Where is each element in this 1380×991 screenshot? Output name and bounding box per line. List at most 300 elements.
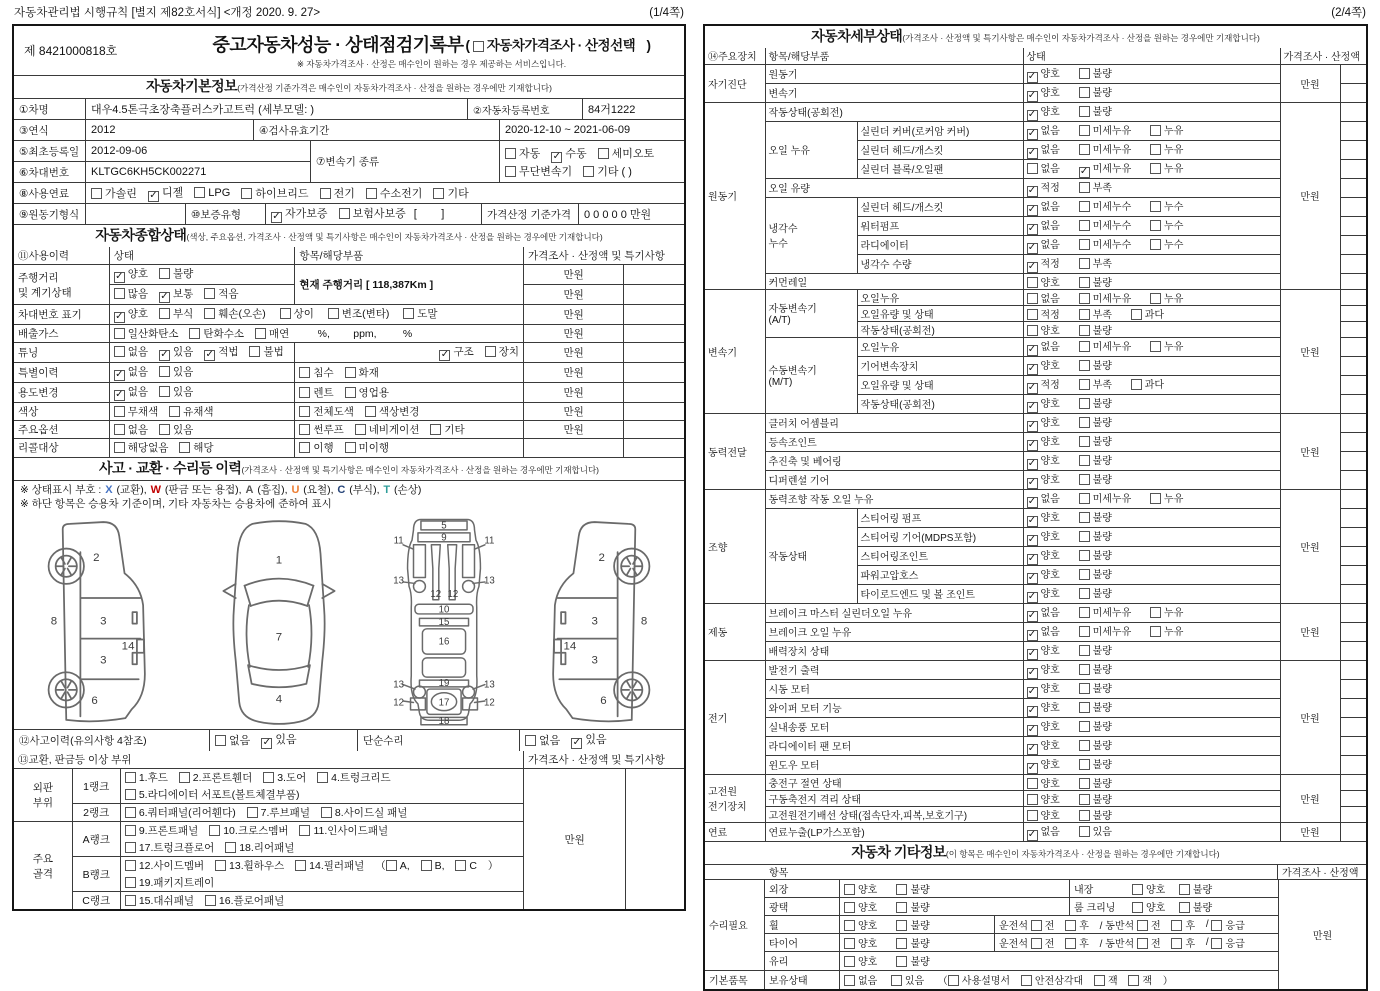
checkbox-option[interactable] (433, 185, 468, 201)
checkbox[interactable] (1079, 778, 1090, 789)
checkbox-option[interactable] (1079, 198, 1132, 213)
checkbox[interactable] (1150, 239, 1161, 250)
checkbox[interactable] (1079, 360, 1090, 371)
checkbox[interactable] (345, 387, 356, 398)
checkbox[interactable] (215, 860, 226, 871)
checkbox[interactable] (1079, 550, 1090, 561)
checkbox[interactable] (1079, 436, 1090, 447)
checkbox[interactable] (1079, 398, 1090, 409)
checkbox[interactable] (1079, 239, 1090, 250)
checkbox[interactable] (125, 807, 136, 818)
checkbox-option[interactable] (844, 881, 877, 896)
checkbox-option[interactable] (159, 306, 193, 321)
checkbox[interactable] (1079, 683, 1090, 694)
checkbox[interactable] (896, 884, 907, 895)
checkbox[interactable] (249, 346, 260, 357)
checkbox[interactable] (1079, 87, 1090, 98)
checkbox-option[interactable] (249, 344, 283, 359)
checkbox-option[interactable] (1027, 160, 1060, 175)
checkbox[interactable] (1079, 144, 1090, 155)
checkbox[interactable] (505, 148, 516, 159)
checkbox-option[interactable] (299, 823, 388, 838)
checkbox-option[interactable] (1150, 122, 1183, 137)
checkbox[interactable] (1065, 938, 1076, 949)
note-cell[interactable] (624, 363, 684, 383)
checkbox-option[interactable] (1027, 737, 1060, 755)
note-cell[interactable] (1340, 273, 1366, 289)
checkbox-option[interactable] (1065, 917, 1089, 932)
checkbox-option[interactable] (948, 972, 1010, 987)
note-cell[interactable] (1340, 565, 1366, 584)
checkbox-option[interactable] (1132, 881, 1165, 896)
checkbox-option[interactable] (1027, 122, 1060, 140)
checkbox[interactable] (1150, 201, 1161, 212)
checkbox[interactable] (1171, 920, 1182, 931)
checkbox[interactable] (1079, 125, 1090, 136)
checkbox-option[interactable] (1179, 881, 1212, 896)
checkbox[interactable]: ✓ (1027, 828, 1037, 840)
checkbox-option[interactable] (505, 163, 572, 179)
checkbox[interactable] (1079, 493, 1090, 504)
checkbox[interactable] (125, 877, 136, 888)
checkbox-option[interactable] (844, 917, 877, 932)
note-cell[interactable] (1340, 660, 1366, 679)
note-cell[interactable] (1340, 603, 1366, 622)
note-cell[interactable] (624, 265, 684, 285)
checkbox-option[interactable] (114, 404, 158, 419)
checkbox-option[interactable] (1027, 775, 1060, 790)
checkbox-option[interactable] (598, 145, 655, 161)
checkbox-option[interactable] (225, 840, 294, 855)
checkbox[interactable]: ✓ (262, 737, 272, 748)
checkbox[interactable] (179, 772, 190, 783)
checkbox[interactable] (204, 288, 215, 299)
checkbox[interactable] (355, 424, 366, 435)
note-cell[interactable] (1340, 736, 1366, 755)
note-cell[interactable] (1340, 289, 1366, 305)
checkbox[interactable] (204, 308, 215, 319)
checkbox[interactable] (1131, 379, 1142, 390)
checkbox[interactable] (366, 188, 377, 199)
checkbox[interactable] (125, 842, 136, 853)
checkbox-option[interactable] (328, 306, 390, 321)
checkbox[interactable] (1027, 293, 1038, 304)
checkbox-option[interactable] (1079, 756, 1112, 771)
checkbox[interactable] (159, 386, 170, 397)
checkbox-option[interactable] (263, 770, 306, 785)
checkbox-option[interactable] (125, 840, 214, 855)
checkbox-option[interactable] (1079, 141, 1132, 156)
checkbox-option[interactable] (355, 422, 420, 437)
checkbox-option[interactable] (1079, 433, 1112, 448)
checkbox-option[interactable] (1027, 528, 1060, 546)
checkbox-option[interactable] (1027, 290, 1060, 305)
checkbox[interactable]: ✓ (272, 211, 281, 222)
checkbox[interactable] (299, 387, 310, 398)
checkbox[interactable] (205, 895, 216, 906)
checkbox-option[interactable] (844, 972, 877, 987)
checkbox[interactable]: ✓ (1027, 127, 1037, 139)
checkbox-option[interactable] (896, 935, 929, 950)
checkbox-option[interactable] (125, 770, 168, 785)
checkbox[interactable]: ✓ (1027, 184, 1037, 196)
checkbox-option[interactable] (205, 893, 284, 908)
checkbox-option[interactable] (1171, 917, 1195, 932)
checkbox[interactable] (1079, 258, 1090, 269)
checkbox-option[interactable] (1027, 680, 1060, 698)
checkbox-option[interactable] (1079, 236, 1132, 251)
checkbox-option[interactable] (317, 770, 390, 785)
note-cell[interactable] (1340, 83, 1366, 102)
checkbox[interactable]: ✓ (1027, 552, 1037, 564)
checkbox-option[interactable] (1150, 490, 1183, 505)
checkbox-option[interactable] (844, 935, 877, 950)
note-cell[interactable] (1340, 121, 1366, 140)
checkbox[interactable] (1211, 938, 1222, 949)
checkbox-option[interactable] (421, 860, 445, 872)
checkbox[interactable] (1079, 810, 1090, 821)
checkbox-option[interactable] (299, 422, 343, 437)
checkbox[interactable]: ✓ (1027, 438, 1037, 450)
checkbox-option[interactable] (1150, 290, 1183, 305)
checkbox[interactable] (1079, 293, 1090, 304)
note-cell[interactable] (1340, 622, 1366, 641)
checkbox[interactable] (1079, 626, 1090, 637)
checkbox[interactable] (179, 442, 190, 453)
note-cell[interactable] (1340, 413, 1366, 432)
checkbox[interactable] (844, 902, 855, 913)
checkbox[interactable] (1027, 810, 1038, 821)
note-cell[interactable] (626, 769, 684, 910)
note-cell[interactable] (624, 325, 684, 343)
checkbox-option[interactable] (299, 440, 333, 455)
checkbox[interactable]: ✓ (1027, 457, 1037, 469)
checkbox[interactable] (263, 772, 274, 783)
checkbox[interactable]: ✓ (1027, 146, 1037, 158)
checkbox[interactable] (114, 328, 125, 339)
note-cell[interactable] (1340, 546, 1366, 565)
checkbox-option[interactable] (179, 770, 252, 785)
note-cell[interactable] (1340, 806, 1366, 822)
checkbox[interactable] (896, 920, 907, 931)
checkbox-option[interactable] (247, 805, 310, 820)
checkbox-option[interactable] (1031, 917, 1055, 932)
checkbox[interactable] (1131, 309, 1142, 320)
checkbox-option[interactable] (321, 805, 408, 820)
checkbox[interactable] (844, 938, 855, 949)
checkbox[interactable] (321, 807, 332, 818)
checkbox[interactable] (948, 975, 959, 986)
checkbox[interactable]: ✓ (1079, 165, 1089, 177)
checkbox[interactable] (1027, 325, 1038, 336)
checkbox-option[interactable] (159, 384, 193, 399)
checkbox[interactable] (1079, 474, 1090, 485)
note-cell[interactable] (1340, 470, 1366, 489)
note-cell[interactable] (1340, 321, 1366, 337)
checkbox[interactable]: ✓ (1027, 260, 1037, 272)
note-cell[interactable] (624, 403, 684, 421)
checkbox[interactable]: ✓ (1027, 241, 1037, 253)
note-cell[interactable] (1340, 451, 1366, 470)
checkbox-option[interactable] (189, 326, 244, 341)
checkbox-option[interactable] (159, 344, 193, 361)
checkbox[interactable] (114, 424, 125, 435)
checkbox[interactable] (1079, 68, 1090, 79)
note-cell[interactable] (1340, 64, 1366, 83)
checkbox[interactable]: ✓ (1027, 685, 1037, 697)
checkbox[interactable]: ✓ (552, 150, 562, 162)
checkbox-option[interactable] (473, 34, 635, 54)
checkbox[interactable]: ✓ (115, 369, 124, 380)
checkbox-option[interactable] (430, 422, 464, 437)
checkbox-option[interactable] (583, 163, 632, 179)
checkbox[interactable] (1150, 341, 1161, 352)
checkbox[interactable] (280, 308, 291, 319)
note-cell[interactable] (1340, 822, 1366, 841)
note-cell[interactable] (1340, 755, 1366, 774)
checkbox-option[interactable] (1150, 604, 1183, 619)
checkbox[interactable] (1079, 588, 1090, 599)
checkbox-option[interactable] (891, 972, 924, 987)
checkbox-option[interactable] (1027, 547, 1060, 565)
checkbox[interactable]: ✓ (1027, 628, 1037, 640)
checkbox-option[interactable] (339, 205, 406, 221)
checkbox[interactable]: ✓ (115, 311, 124, 322)
checkbox-option[interactable] (125, 823, 198, 838)
checkbox-option[interactable] (844, 899, 877, 914)
checkbox[interactable] (1079, 455, 1090, 466)
checkbox[interactable]: ✓ (1027, 419, 1037, 431)
checkbox-option[interactable] (1079, 623, 1132, 638)
checkbox-option[interactable] (1137, 917, 1161, 932)
checkbox-option[interactable] (1079, 338, 1132, 353)
checkbox[interactable]: ✓ (440, 349, 450, 360)
checkbox[interactable] (1027, 277, 1038, 288)
checkbox-option[interactable] (1079, 807, 1112, 822)
note-cell[interactable] (1340, 641, 1366, 660)
checkbox[interactable]: ✓ (1027, 571, 1037, 583)
checkbox-option[interactable] (1027, 198, 1060, 216)
note-cell[interactable] (1340, 337, 1366, 356)
checkbox[interactable] (1031, 920, 1042, 931)
note-cell[interactable] (1340, 216, 1366, 235)
checkbox-option[interactable] (114, 286, 148, 301)
checkbox-option[interactable] (525, 732, 560, 748)
checkbox[interactable]: ✓ (1027, 647, 1037, 659)
checkbox-option[interactable] (1211, 935, 1244, 950)
checkbox[interactable] (1079, 740, 1090, 751)
note-cell[interactable] (1340, 375, 1366, 394)
checkbox-option[interactable] (345, 440, 389, 455)
checkbox-option[interactable] (1079, 528, 1112, 543)
checkbox[interactable]: ✓ (160, 291, 169, 302)
checkbox-option[interactable] (1094, 972, 1118, 987)
checkbox-option[interactable] (1027, 357, 1060, 375)
checkbox[interactable] (1079, 182, 1090, 193)
checkbox-option[interactable] (1079, 791, 1112, 806)
checkbox[interactable] (1132, 884, 1143, 895)
checkbox[interactable] (1065, 920, 1076, 931)
checkbox-option[interactable] (1179, 899, 1212, 914)
checkbox-option[interactable] (1027, 509, 1060, 527)
note-cell[interactable] (624, 285, 684, 305)
checkbox-option[interactable] (1079, 642, 1112, 657)
checkbox-option[interactable] (114, 326, 179, 341)
checkbox-option[interactable] (159, 266, 193, 281)
note-cell[interactable] (1340, 717, 1366, 736)
checkbox[interactable]: ✓ (1027, 514, 1037, 526)
checkbox[interactable] (1027, 778, 1038, 789)
checkbox[interactable] (1079, 664, 1090, 675)
checkbox[interactable] (1079, 309, 1090, 320)
checkbox[interactable] (896, 938, 907, 949)
checkbox[interactable] (844, 884, 855, 895)
checkbox[interactable] (114, 442, 125, 453)
checkbox-option[interactable] (1027, 236, 1060, 254)
note-cell[interactable] (1340, 679, 1366, 698)
checkbox-option[interactable] (1065, 935, 1089, 950)
checkbox-option[interactable] (148, 184, 183, 202)
checkbox[interactable] (209, 825, 220, 836)
checkbox[interactable] (125, 789, 136, 800)
checkbox[interactable] (1150, 125, 1161, 136)
checkbox-option[interactable] (1027, 585, 1060, 603)
checkbox[interactable] (1150, 293, 1161, 304)
checkbox[interactable]: ✓ (1027, 400, 1037, 412)
checkbox-option[interactable] (1150, 338, 1183, 353)
checkbox-option[interactable] (1079, 179, 1112, 194)
checkbox-option[interactable] (125, 893, 194, 908)
checkbox[interactable] (1079, 277, 1090, 288)
note-cell[interactable] (1340, 698, 1366, 717)
checkbox-option[interactable] (1150, 623, 1183, 638)
checkbox-option[interactable] (1131, 376, 1164, 391)
checkbox-option[interactable] (299, 385, 333, 400)
checkbox-option[interactable] (204, 306, 266, 321)
checkbox[interactable] (455, 860, 466, 871)
note-cell[interactable] (1340, 254, 1366, 273)
checkbox[interactable] (125, 895, 136, 906)
checkbox[interactable]: ✓ (1027, 723, 1037, 735)
checkbox-option[interactable] (1171, 935, 1195, 950)
checkbox-option[interactable] (1027, 414, 1060, 432)
checkbox[interactable] (1079, 826, 1090, 837)
checkbox-option[interactable] (1079, 376, 1112, 391)
checkbox[interactable] (1150, 493, 1161, 504)
checkbox-option[interactable] (271, 205, 328, 223)
checkbox-option[interactable] (169, 404, 213, 419)
checkbox-option[interactable] (114, 364, 148, 381)
checkbox-option[interactable] (1027, 642, 1060, 660)
checkbox[interactable]: ✓ (149, 190, 158, 201)
checkbox-option[interactable] (1128, 972, 1152, 987)
checkbox-option[interactable] (215, 732, 250, 748)
checkbox[interactable] (1150, 626, 1161, 637)
checkbox[interactable] (1027, 309, 1038, 320)
checkbox[interactable] (1031, 938, 1042, 949)
checkbox-option[interactable] (1079, 322, 1112, 337)
checkbox-option[interactable] (1027, 756, 1060, 774)
checkbox-option[interactable] (204, 286, 238, 301)
note-cell[interactable] (1340, 432, 1366, 451)
checkbox-option[interactable] (1079, 585, 1112, 600)
checkbox[interactable]: ✓ (1027, 495, 1037, 507)
checkbox-option[interactable] (1027, 661, 1060, 679)
checkbox-option[interactable] (1027, 274, 1060, 289)
checkbox[interactable] (328, 308, 339, 319)
checkbox[interactable] (1079, 341, 1090, 352)
note-cell[interactable] (1340, 394, 1366, 413)
checkbox-option[interactable] (1079, 823, 1112, 838)
checkbox[interactable] (1079, 220, 1090, 231)
checkbox[interactable] (189, 328, 200, 339)
checkbox-option[interactable] (1027, 141, 1060, 159)
checkbox[interactable] (159, 268, 170, 279)
checkbox-option[interactable] (896, 917, 929, 932)
checkbox[interactable] (194, 187, 205, 198)
checkbox[interactable] (386, 860, 397, 871)
checkbox-option[interactable] (204, 344, 238, 361)
checkbox-option[interactable] (1027, 395, 1060, 413)
checkbox-option[interactable] (896, 899, 929, 914)
checkbox-option[interactable] (844, 953, 877, 968)
checkbox-option[interactable] (1079, 718, 1112, 733)
checkbox-option[interactable] (114, 266, 148, 283)
checkbox[interactable] (114, 346, 125, 357)
checkbox-option[interactable] (1027, 807, 1060, 822)
checkbox-option[interactable] (1211, 917, 1244, 932)
checkbox[interactable] (91, 188, 102, 199)
checkbox-option[interactable] (1079, 84, 1112, 99)
checkbox-option[interactable] (215, 858, 284, 873)
checkbox-option[interactable] (125, 858, 204, 873)
checkbox[interactable] (844, 920, 855, 931)
checkbox-option[interactable] (114, 306, 148, 323)
checkbox-option[interactable] (485, 344, 519, 359)
checkbox-option[interactable] (1132, 899, 1165, 914)
checkbox[interactable]: ✓ (1027, 362, 1037, 374)
checkbox-option[interactable] (1079, 274, 1112, 289)
checkbox-option[interactable] (320, 185, 355, 201)
checkbox[interactable] (1171, 938, 1182, 949)
checkbox-option[interactable] (1150, 141, 1183, 156)
checkbox-option[interactable] (1027, 376, 1060, 394)
checkbox-option[interactable] (1027, 566, 1060, 584)
checkbox-option[interactable] (1079, 306, 1112, 321)
checkbox[interactable]: ✓ (572, 737, 582, 748)
checkbox[interactable] (365, 406, 376, 417)
checkbox-option[interactable] (1021, 972, 1083, 987)
checkbox[interactable] (125, 860, 136, 871)
checkbox-option[interactable] (1079, 547, 1112, 562)
checkbox[interactable] (317, 772, 328, 783)
checkbox[interactable]: ✓ (1027, 70, 1037, 82)
checkbox-option[interactable] (1027, 791, 1060, 806)
checkbox-option[interactable] (1079, 471, 1112, 486)
checkbox-option[interactable] (299, 404, 354, 419)
checkbox[interactable] (225, 842, 236, 853)
checkbox-option[interactable] (896, 953, 929, 968)
checkbox-option[interactable] (1027, 84, 1060, 102)
checkbox[interactable] (1132, 902, 1143, 913)
checkbox[interactable] (1079, 794, 1090, 805)
checkbox-option[interactable] (1079, 160, 1132, 178)
checkbox-option[interactable] (114, 384, 148, 401)
checkbox-option[interactable] (403, 306, 437, 321)
checkbox-option[interactable] (1027, 471, 1060, 489)
checkbox-option[interactable] (280, 306, 314, 321)
checkbox-option[interactable] (455, 860, 477, 872)
